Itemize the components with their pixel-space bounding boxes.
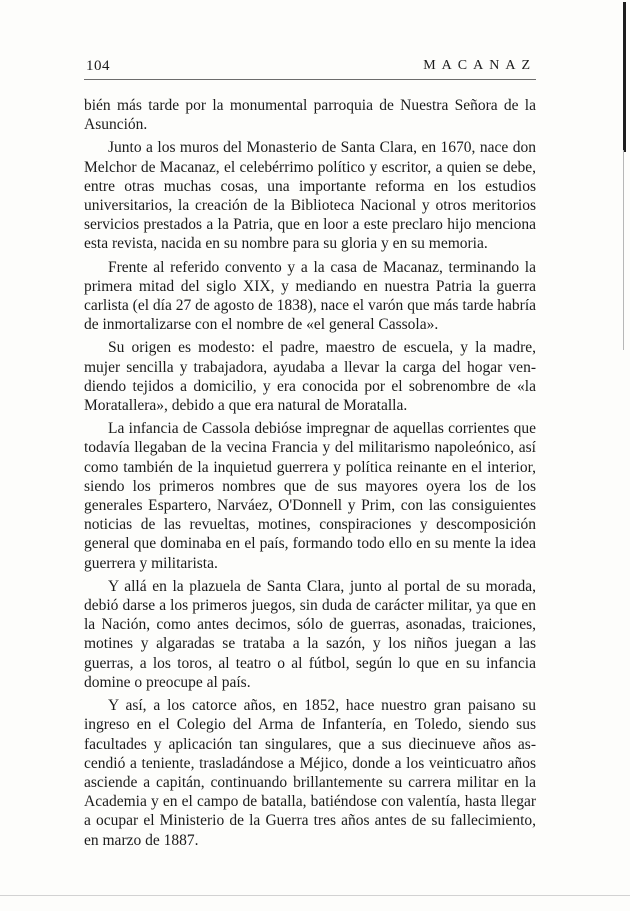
- paragraph-3: Frente al referido convento y a la casa de Macanaz, terminando la primera mitad del siglo XIX, y mediando en nuestra Patria la guerra carlista (el día 27 de agosto de 1838), nace el varón que más tarde habría de inmortalizarse con el nombre de «el general Cassola».: [84, 258, 536, 334]
- page-header: [84, 56, 536, 80]
- page-edge-line: [623, 150, 624, 350]
- body-text: [84, 96, 536, 854]
- paragraph-2: Junto a los muros del Monasterio de Santa Clara, en 1670, nace don Melchor de Macanaz, el celebérrimo político y escritor, a quien se debe, entre otras muchas cosas, una importante reforma en los estudios universitarios, la creación de la Biblioteca Nacional y otros meritorios servicios prestados a la Patria, que en loor a este preclaro hijo menciona esta revista, nacida en su nombre para su gloria y en su memoria.: [84, 139, 536, 253]
- paragraph-5: La infancia de Cassola debióse impregnar de aquellas corrientes que todavía llegaban de la vecina Francia y del militarismo napoleónico, así como también de la inquietud guerrera y política reinante en el interior, siendo los primeros nombres que de sus mayores oyera los de los generales Espartero, Narváez, O'Donnell y Prim, con las consiguientes noticias de las revueltas, motines, conspiraciones y descomposición general que dominaba en el país, formando todo ello en su mente la idea guerrera y militarista.: [84, 420, 536, 572]
- paragraph-7: Y así, a los catorce años, en 1852, hace nuestro gran paisano su ingreso en el Colegio del Arma de Infantería, en Toledo, siendo sus facultades y aplicación tan singulares, que a sus diecinueve años ascendió a teniente, trasladándose a Méjico, donde a los veinticuatro años asciende a capitán, continuando brillantemente su carrera militar en la Academia y en el campo de batalla, batiéndose con valentía, hasta llegar a ocupar el Ministerio de la Guerra tres años antes de su fallecimiento, en marzo de 1887.: [84, 697, 536, 849]
- paragraph-6: Y allá en la plazuela de Santa Clara, junto al portal de su morada, debió darse a los primeros juegos, sin duda de carácter militar, ya que en la Nación, como antes decimos, sólo de guerras, asonadas, traiciones, motines y algaradas se trataba a la sazón, y los niños juegan a las guerras, a los toros, al teatro o al fútbol, según lo que en su infancia domine o preocupe al país.: [84, 577, 536, 691]
- header-rule: [84, 79, 536, 80]
- page-edge-mark: [623, 2, 626, 152]
- page-number: 104: [86, 58, 110, 74]
- paragraph-1: bién más tarde por la monumental parroquia de Nuestra Señora de la Asunción.: [84, 97, 536, 134]
- bottom-edge-line: [0, 895, 630, 896]
- paragraph-4: Su origen es modesto: el padre, maestro de escuela, y la madre, mujer sencilla y trabajadora, ayudaba a llevar la carga del hogar vendiendo tejidos a domicilio, y era conocida por el sobrenombre de «la Moratallera», debido a que era natural de Moratalla.: [84, 339, 536, 415]
- running-head: MACANAZ: [423, 58, 536, 73]
